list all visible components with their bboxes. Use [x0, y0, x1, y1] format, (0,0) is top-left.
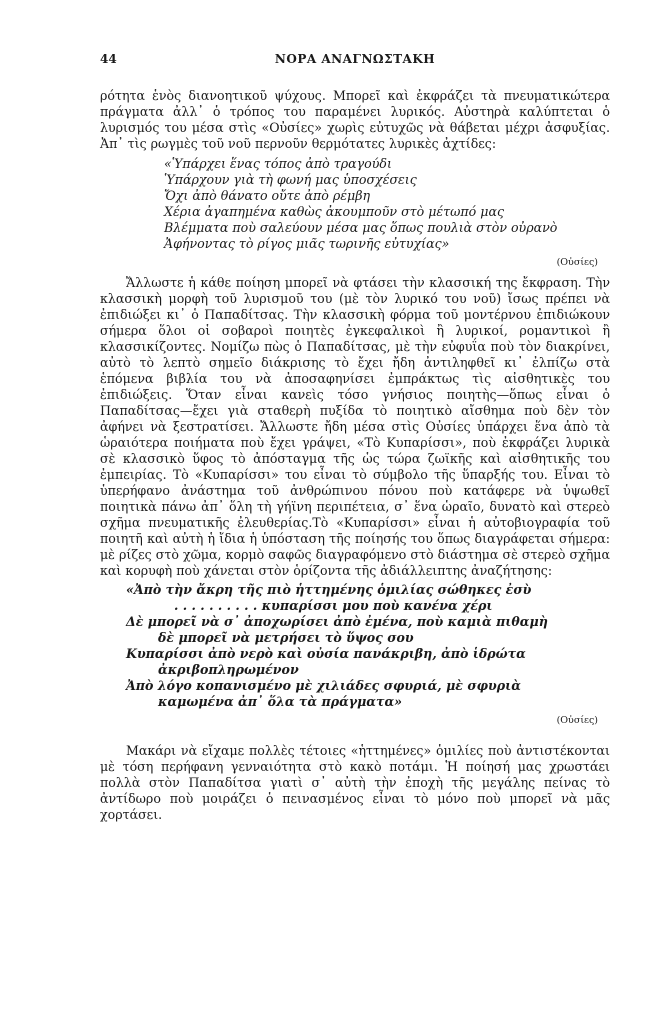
- poem-1-line-4: Χέρια ἀγαπημένα καθὼς ἀκουμποῦν στὸ μέτωπό μας: [164, 204, 505, 219]
- running-head: [100, 52, 610, 72]
- poem-2-line-3-cont: δὲ μπορεῖ νὰ μετρήσει τὸ ὕψος σου: [158, 630, 414, 645]
- poem-1-line-6: Ἀφήνοντας τὸ ρίγος μιᾶς τωρινῆς εὐτυχίας»: [164, 236, 450, 251]
- poem-1-line-2: Ὑπάρχουν γιὰ τὴ φωνή μας ὑποσχέσεις: [164, 172, 417, 187]
- poem-2-line-2: . . . . . . . . . . κυπαρίσσι μου ποὺ κανένα χέρι: [174, 598, 493, 613]
- paragraph-1: ρότητα ἑνὸς διανοητικοῦ ψύχους. Μπορεῖ καὶ ἐκφράζει τὰ πνευματικώτερα πράγματα ἀλλ᾿ ὁ τρόπος του παραμένει λυρικός. Αὐστηρὰ καλύπτεται ὁ λυρισμός του μέσα στὶς «Οὐσίες» χωρὶς εὐτυχῶς νὰ θάβεται μέχρι ἀσφυξίας. Ἀπ᾿ τὶς ρωγμὲς τοῦ νοῦ περνοῦν θερμότατες λυρικὲς ἀχτίδες:: [100, 88, 610, 151]
- poem-1-line-1: «Ὑπάρχει ἕνας τόπος ἀπὸ τραγούδι: [164, 156, 392, 171]
- poem-quote-1: [164, 156, 610, 252]
- poem-1-line-5: Βλέμματα ποὺ σαλεύουν μέσα μας ὅπως πουλιὰ στὸν οὐρανὸ: [164, 220, 558, 235]
- poem-2-source: (Οὐσίες): [556, 715, 598, 726]
- page-number: 44: [100, 52, 117, 66]
- poem-quote-2: [126, 582, 610, 710]
- paragraph-3: Μακάρι νὰ εἴχαμε πολλὲς τέτοιες «ἡττημένες» ὁμιλίες ποὺ ἀντιστέκονται μὲ τόση περήφανη γενναιότητα στὸ κακὸ ποτάμι. Ἡ ποίησή μας χρωστάει πολλὰ στὸν Παπαδίτσα γιατὶ σ᾿ αὐτὴ τὴν ἐποχὴ τῆς μεγάλης πείνας τὸ ἀντίδωρο ποὺ μοιράζει ὁ πεινασμένος εἶναι τὸ μόνο ποὺ μπορεῖ νὰ μᾶς χορτάσει.: [100, 743, 610, 822]
- poem-1-line-3: Ὄχι ἀπὸ θάνατο οὔτε ἀπὸ ρέμβη: [164, 188, 371, 203]
- poem-2-line-5: Ἀπὸ λόγο κοπανισμένο μὲ χιλιάδες σφυριά, μὲ σφυριὰ: [126, 678, 521, 693]
- poem-2-line-4-cont: ἀκριβοπληρωμένον: [158, 662, 299, 677]
- body-text: [100, 88, 610, 823]
- paragraph-2: Ἄλλωστε ἡ κάθε ποίηση μπορεῖ νὰ φτάσει τὴν κλασσική της ἔκφραση. Τὴν κλασσικὴ μορφὴ τοῦ λυρισμοῦ του (μὲ τὸν λυρικό του νοῦ) ἴσως πρέπει νὰ ἐπιδιώξει κι᾿ ὁ Παπαδίτσας. Τὴν κλασσικὴ φόρμα τοῦ μοντέρνου ἐπιδιώκουν σήμερα ὅλοι οἱ σοβαροὶ ποιητὲς ἐγκεφαλικοὶ ἢ λυρικοί, ρομαντικοὶ ἢ κλασσικίζοντες. Νομίζω πὼς ὁ Παπαδίτσας, μὲ τὴν εὐφυΐα ποὺ τὸν διακρίνει, αὐτὸ τὸ λεπτὸ σημεῖο διάκρισης τὸ ἔχει ἤδη ἀντιληφθεῖ κι᾿ ἐλπίζω στὰ ἑπόμενα βιβλία του νὰ ἀποσαφηνίσει ἐμπράκτως τὶς αἰσθητικὲς του ἐπιδιώξεις. Ὅταν εἶναι κανεὶς τόσο γνήσιος ποιητὴς—ὅπως εἶναι ὁ Παπαδίτσας—ἔχει γιὰ σταθερὴ πυξίδα τὸ ποιητικὸ αἴσθημα ποὺ δὲν τὸν ἀφήνει νὰ ξεστρατίσει. Ἄλλωστε ἤδη μέσα στὶς Οὐσίες ὑπάρχει ἕνα ἀπὸ τὰ ὡραιότερα ποιήματα ποὺ ἔχει γράψει, «Τὸ Κυπαρίσσι», ποὺ ἐκφράζει λυρικὰ σὲ κλασσικὸ ὕφος τὸ ἀπόσταγμα τῆς ὡς τώρα ζωϊκῆς καὶ αἰσθητικῆς του ἐμπειρίας. Τὸ «Κυπαρίσσι» του εἶναι τὸ σύμβολο τῆς ὕπαρξής του. Εἶναι τὸ ὑπερήφανο ἀνάστημα τοῦ ἀνθρώπινου πόνου ποὺ κατάφερε νὰ ὑψωθεῖ ποιητικὰ πάνω ἀπ᾿ ὅλη τὴ γήϊνη περιπέτεια, σ᾿ ἕνα ὡραῖο, δυνατὸ καὶ στερεὸ σχῆμα πνευματικῆς ἐλευθερίας.Τὸ «Κυπαρίσσι» εἶναι ἡ αὐτοβιογραφία τοῦ ποιητῆ καὶ αὐτὴ ἡ ἴδια ἡ ὑπόσταση τῆς ποίησής του ὅπως διαγράφεται σήμερα: μὲ ρίζες στὸ χῶμα, κορμὸ σαφῶς διαγραφόμενο στὸ διάστημα σὲ στερεὸ σχῆμα καὶ κορυφὴ ποὺ χάνεται στὸν ὁρίζοντα τῆς ἀδιάλλειπτης ἀναζήτησης:: [100, 275, 610, 578]
- running-title: ΝΟΡΑ ΑΝΑΓΝΩΣΤΑΚΗ: [274, 52, 436, 66]
- poem-2-line-5-cont: καμωμένα ἀπ᾿ ὅλα τὰ πράγματα»: [158, 694, 403, 709]
- poem-2-line-4: Κυπαρίσσι ἀπὸ νερὸ καὶ οὐσία πανάκριβη, ἀπὸ ἱδρώτα: [126, 646, 526, 661]
- poem-2-line-3: Δὲ μπορεῖ νὰ σ᾿ ἀποχωρίσει ἀπὸ ἐμένα, ποὺ καμιὰ πιθαμὴ: [126, 614, 548, 629]
- poem-1-source: (Οὐσίες): [556, 257, 598, 268]
- poem-2-line-1: «Ἀπὸ τὴν ἄκρη τῆς πιὸ ἡττημένης ὁμιλίας σώθηκες ἐσὺ: [126, 582, 532, 597]
